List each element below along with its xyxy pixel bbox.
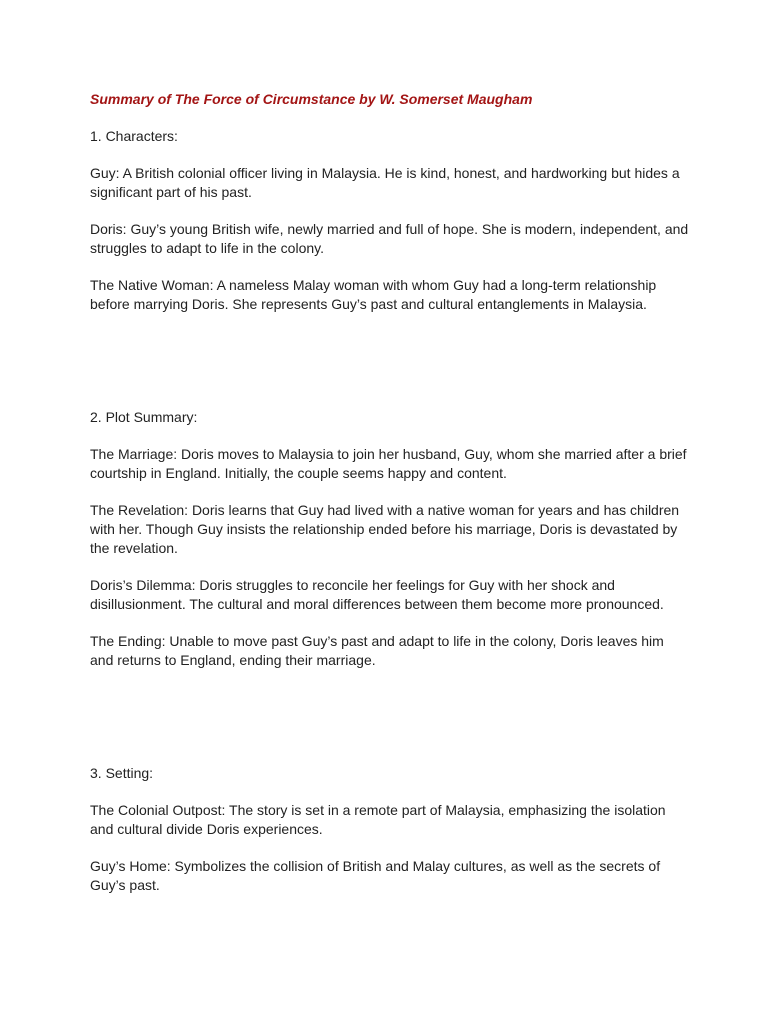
spacer [90, 109, 690, 127]
paragraph: Doris: Guy’s young British wife, newly married and full of hope. She is modern, independent, and struggles to adapt to life in the colony. [90, 221, 689, 256]
section-characters [90, 127, 690, 314]
section-plot-summary [90, 408, 690, 670]
paragraph: The Native Woman: A nameless Malay woman with whom Guy had a long-term relationship before marrying Doris. She represents Guy’s past and cultural entanglements in Malaysia. [90, 277, 657, 312]
paragraph: The Ending: Unable to move past Guy’s past and adapt to life in the colony, Doris leaves him and returns to England, ending their marriage. [90, 633, 664, 668]
document-page [90, 90, 690, 895]
paragraph: The Marriage: Doris moves to Malaysia to join her husband, Guy, whom she married after a brief courtship in England. Initially, the couple seems happy and content. [90, 446, 687, 481]
section-setting [90, 764, 690, 895]
paragraph: The Revelation: Doris learns that Guy had lived with a native woman for years and has children with her. Though Guy insists the relationship ended before his marriage, Doris is devastated by the revelation. [90, 502, 680, 556]
paragraph: The Colonial Outpost: The story is set in a remote part of Malaysia, emphasizing the isolation and cultural divide Doris experiences. [90, 802, 666, 837]
paragraph: Doris’s Dilemma: Doris struggles to reconcile her feelings for Guy with her shock and disillusionment. The cultural and moral differences between them become more pronounced. [90, 577, 664, 612]
paragraph: Guy: A British colonial officer living in Malaysia. He is kind, honest, and hardworking but hides a significant part of his past. [90, 165, 680, 200]
document-title: Summary of The Force of Circumstance by W. Somerset Maugham [90, 91, 533, 107]
section-heading: 2. Plot Summary: [90, 409, 198, 425]
section-heading: 3. Setting: [90, 765, 154, 781]
paragraph: Guy’s Home: Symbolizes the collision of British and Malay cultures, as well as the secrets of Guy’s past. [90, 858, 661, 893]
section-heading: 1. Characters: [90, 128, 178, 144]
